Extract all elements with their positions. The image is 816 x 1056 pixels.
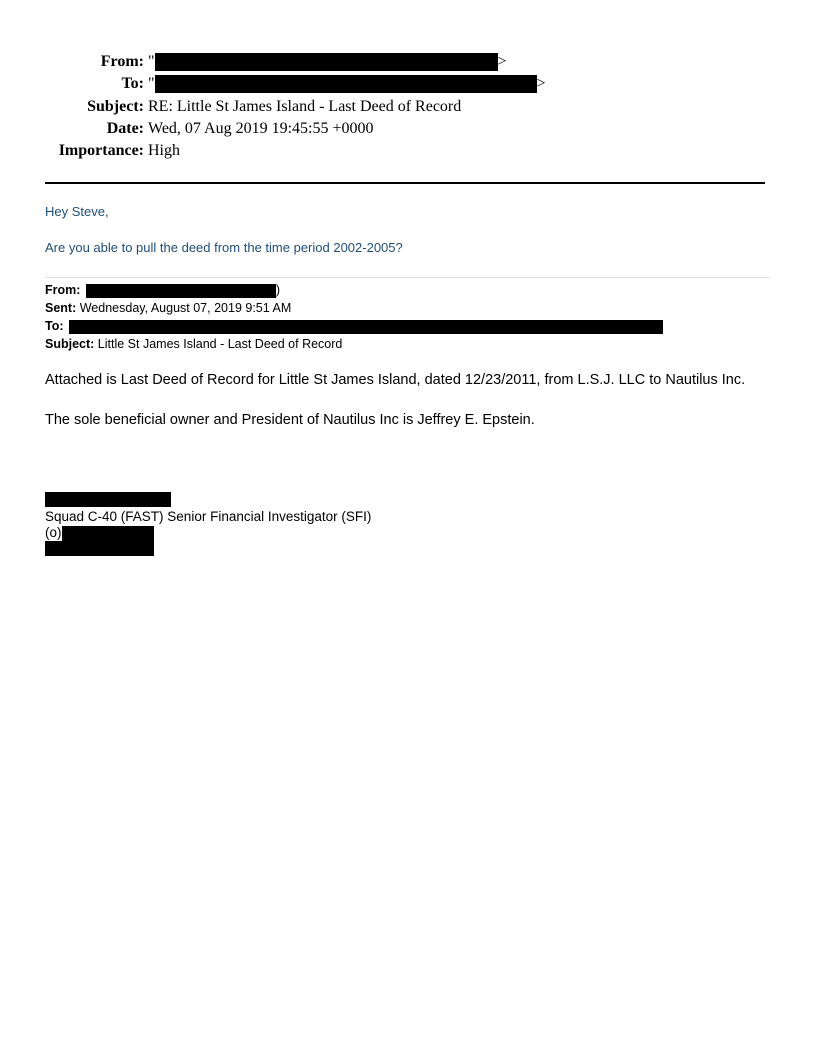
forwarded-subject-value: Little St James Island - Last Deed of Record <box>97 337 343 351</box>
header-from-prefix: " <box>148 53 155 70</box>
redaction-block <box>45 541 154 556</box>
forwarded-to-label: To: <box>45 319 64 333</box>
signature-title: Squad C-40 (FAST) Senior Financial Investigator (SFI) <box>45 509 372 524</box>
forwarded-sent-value: Wednesday, August 07, 2019 9:51 AM <box>79 301 292 315</box>
header-divider <box>45 182 765 184</box>
forwarded-divider <box>45 277 770 278</box>
header-to-prefix: " <box>148 75 155 92</box>
header-from-value <box>148 51 507 73</box>
header-importance-label: Importance: <box>58 142 144 159</box>
header-subject-value: RE: Little St James Island - Last Deed of Record <box>148 98 462 115</box>
header-date-value: Wed, 07 Aug 2019 19:45:55 +0000 <box>148 120 374 137</box>
header-from-label: From: <box>100 53 144 70</box>
redaction-block <box>45 492 171 507</box>
forwarded-from-label: From: <box>45 283 81 297</box>
header-importance-value: High <box>148 142 180 159</box>
forwarded-from-suffix: ) <box>275 283 281 297</box>
reply-question: Are you able to pull the deed from the time period 2002-2005? <box>45 240 403 255</box>
header-to-value <box>148 73 546 95</box>
forwarded-body-line-1: Attached is Last Deed of Record for Little St James Island, dated 12/23/2011, from L.S.J. LLC to Nautilus Inc. <box>45 372 746 388</box>
forwarded-subject-row <box>45 335 342 353</box>
forwarded-from-row <box>45 281 280 299</box>
forwarded-sent-row <box>45 299 291 317</box>
header-from-suffix: > <box>497 53 507 70</box>
forwarded-to-row <box>45 317 663 335</box>
redaction-block <box>62 526 154 541</box>
forwarded-subject-label: Subject: <box>45 337 95 351</box>
redaction-block <box>86 284 276 298</box>
redaction-block <box>69 320 663 334</box>
header-date-label: Date: <box>106 120 144 137</box>
redaction-block <box>155 75 537 93</box>
reply-greeting: Hey Steve, <box>45 204 109 219</box>
redaction-block <box>155 53 498 71</box>
signature-office-row <box>45 525 154 541</box>
header-to-label: To: <box>121 75 144 92</box>
signature-office-prefix: (o) <box>45 525 62 540</box>
forwarded-sent-label: Sent: <box>45 301 77 315</box>
header-to-suffix: > <box>536 75 546 92</box>
forwarded-body-line-2: The sole beneficial owner and President of Nautilus Inc is Jeffrey E. Epstein. <box>45 412 535 428</box>
header-subject-label: Subject: <box>87 98 144 115</box>
